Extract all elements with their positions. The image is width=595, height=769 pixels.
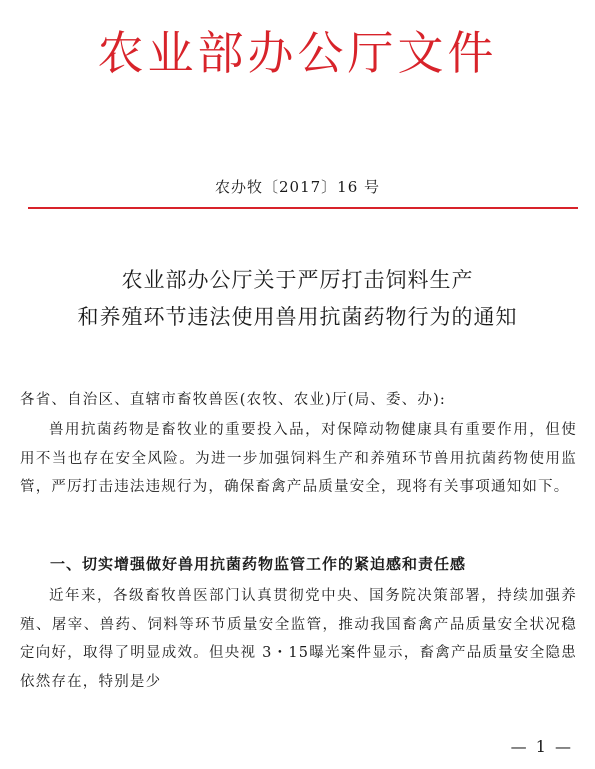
red-divider-line xyxy=(28,207,578,209)
page-number: — 1 — xyxy=(510,737,573,756)
section-heading-1: 一、切实增强做好兽用抗菌药物监管工作的紧迫感和责任感 xyxy=(50,555,467,573)
title-line-2: 和养殖环节违法使用兽用抗菌药物行为的通知 xyxy=(77,305,518,329)
document-number: 农办牧〔2017〕16 号 xyxy=(214,178,381,196)
document-title xyxy=(0,262,595,336)
document-masthead: 农业部办公厅文件 xyxy=(97,26,498,80)
paragraph-section-1: 近年来，各级畜牧兽医部门认真贯彻党中央、国务院决策部署，持续加强养殖、屠宰、兽药、饲料等环节质量安全监管，推动我国畜禽产品质量安全状况稳定向好，取得了明显成效。但央视 3・15曝光案件显示，畜禽产品质量安全隐患依然存在，特别是少 xyxy=(20,588,577,690)
title-line-1: 农业部办公厅关于严厉打击饲料生产 xyxy=(121,268,474,292)
salutation: 各省、自治区、直辖市畜牧兽医(农牧、农业)厅(局、委、办): xyxy=(20,392,447,408)
paragraph-intro: 兽用抗菌药物是畜牧业的重要投入品，对保障动物健康具有重要作用，但使用不当也存在安全风险。为进一步加强饲料生产和养殖环节兽用抗菌药物使用监管，严厉打击违法违规行为，确保畜禽产品质量安全，现将有关事项通知如下。 xyxy=(20,422,577,495)
